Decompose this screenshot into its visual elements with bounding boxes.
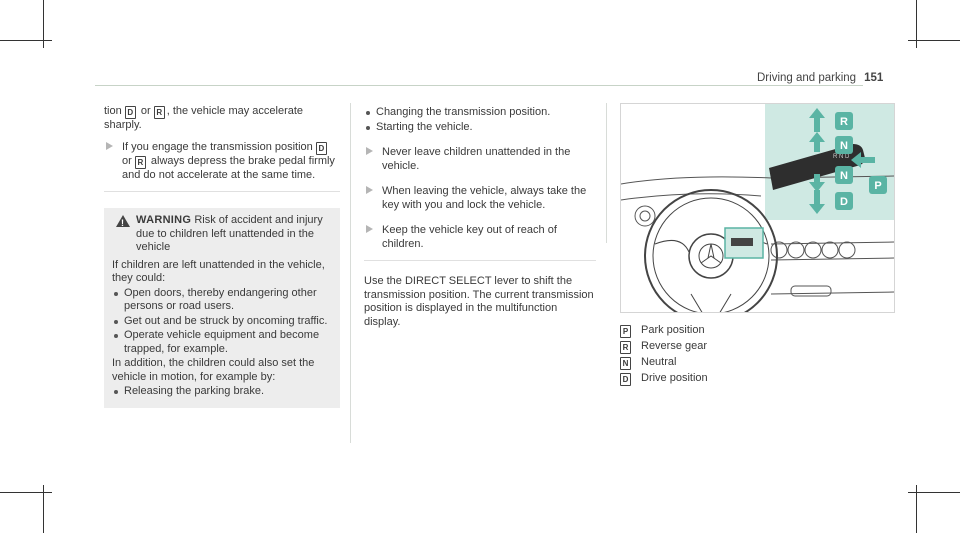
warning-title: ! WARNING Risk of accident and injury due to children left unattended in the vehicle — [112, 214, 332, 255]
crop-mark — [0, 492, 52, 493]
legend-item — [620, 324, 705, 338]
instruction-step: When leaving the vehicle, always take the key with you and lock the vehicle. — [364, 185, 596, 212]
running-header — [757, 72, 883, 84]
bullet-list — [364, 106, 596, 134]
gear-d-icon: D — [316, 142, 327, 155]
step-arrow-icon — [366, 225, 373, 233]
warning-bullet: Get out and be struck by oncoming traffic. — [112, 315, 332, 329]
column-1 — [104, 105, 340, 408]
gear-label-n: N — [840, 170, 848, 182]
step-arrow-icon — [366, 186, 373, 194]
intro-text: tion D or R , the vehicle may accelerate sharply. — [104, 105, 304, 131]
step-arrow-icon — [106, 142, 113, 150]
warning-list — [112, 287, 332, 357]
step-list — [364, 146, 596, 251]
instruction-step: Never leave children unattended in the vehicle. — [364, 146, 596, 173]
column-divider — [606, 103, 607, 243]
legend-item — [620, 356, 676, 370]
legend-item — [620, 372, 708, 386]
warning-paragraph: In addition, the children could also set the vehicle in motion, for example by: — [112, 357, 315, 383]
gear-p-icon: P — [620, 325, 631, 338]
gear-n-icon: N — [620, 357, 631, 370]
gear-label-r: R — [840, 116, 848, 128]
warning-box — [104, 208, 340, 408]
crop-mark — [908, 492, 960, 493]
warning-bullet: Starting the vehicle. — [364, 121, 596, 135]
gear-r-icon: R — [135, 156, 146, 169]
gear-label-n: N — [840, 140, 848, 152]
gear-d-icon: D — [620, 373, 631, 386]
gear-r-icon: R — [154, 106, 165, 119]
gear-d-icon: D — [125, 106, 136, 119]
warning-bullet: Open doors, thereby endangering other persons or road users. — [112, 287, 332, 314]
warning-bullet: Operate vehicle equipment and become trapped, for example. — [112, 329, 332, 356]
page-number: 151 — [864, 72, 884, 84]
body-text: Use the DIRECT SELECT lever to shift the transmission position. The current transmission position is displayed in the multifunction display. — [364, 275, 594, 328]
gear-label-p: P — [874, 180, 882, 192]
warning-continuation — [364, 106, 596, 261]
legend-text: Park position — [641, 324, 705, 336]
warning-bullet: Changing the transmission position. — [364, 106, 596, 120]
legend-item — [620, 340, 707, 354]
legend-text: Reverse gear — [641, 340, 708, 352]
warning-triangle-icon: ! — [116, 215, 130, 227]
column-divider — [350, 103, 351, 443]
warning-list — [112, 385, 332, 399]
section-title: Driving and parking — [757, 72, 857, 84]
warning-keyword: WARNING — [136, 214, 192, 226]
svg-text:R N D: R N D — [833, 154, 850, 160]
crop-mark — [908, 40, 960, 41]
gear-label-d: D — [840, 196, 848, 208]
step-arrow-icon — [366, 147, 373, 155]
instruction-step: Keep the vehicle key out of reach of children. — [364, 224, 596, 251]
legend-text: Neutral — [641, 356, 677, 368]
gear-selector-illustration — [620, 103, 895, 313]
warning-paragraph: If children are left unattended in the vehicle, they could: — [112, 258, 325, 284]
warning-bullet: Releasing the parking brake. — [112, 385, 332, 399]
dashboard-drawing — [621, 104, 894, 312]
instruction-step: If you engage the transmission position D or R always depress the brake pedal firmly and do not accelerate at the same time. — [104, 141, 340, 183]
instruction-box — [104, 105, 340, 192]
crop-mark — [0, 40, 52, 41]
header-rule — [95, 85, 863, 86]
legend-text: Drive position — [641, 372, 708, 384]
gear-r-icon: R — [620, 341, 631, 354]
column-2 — [364, 105, 596, 329]
